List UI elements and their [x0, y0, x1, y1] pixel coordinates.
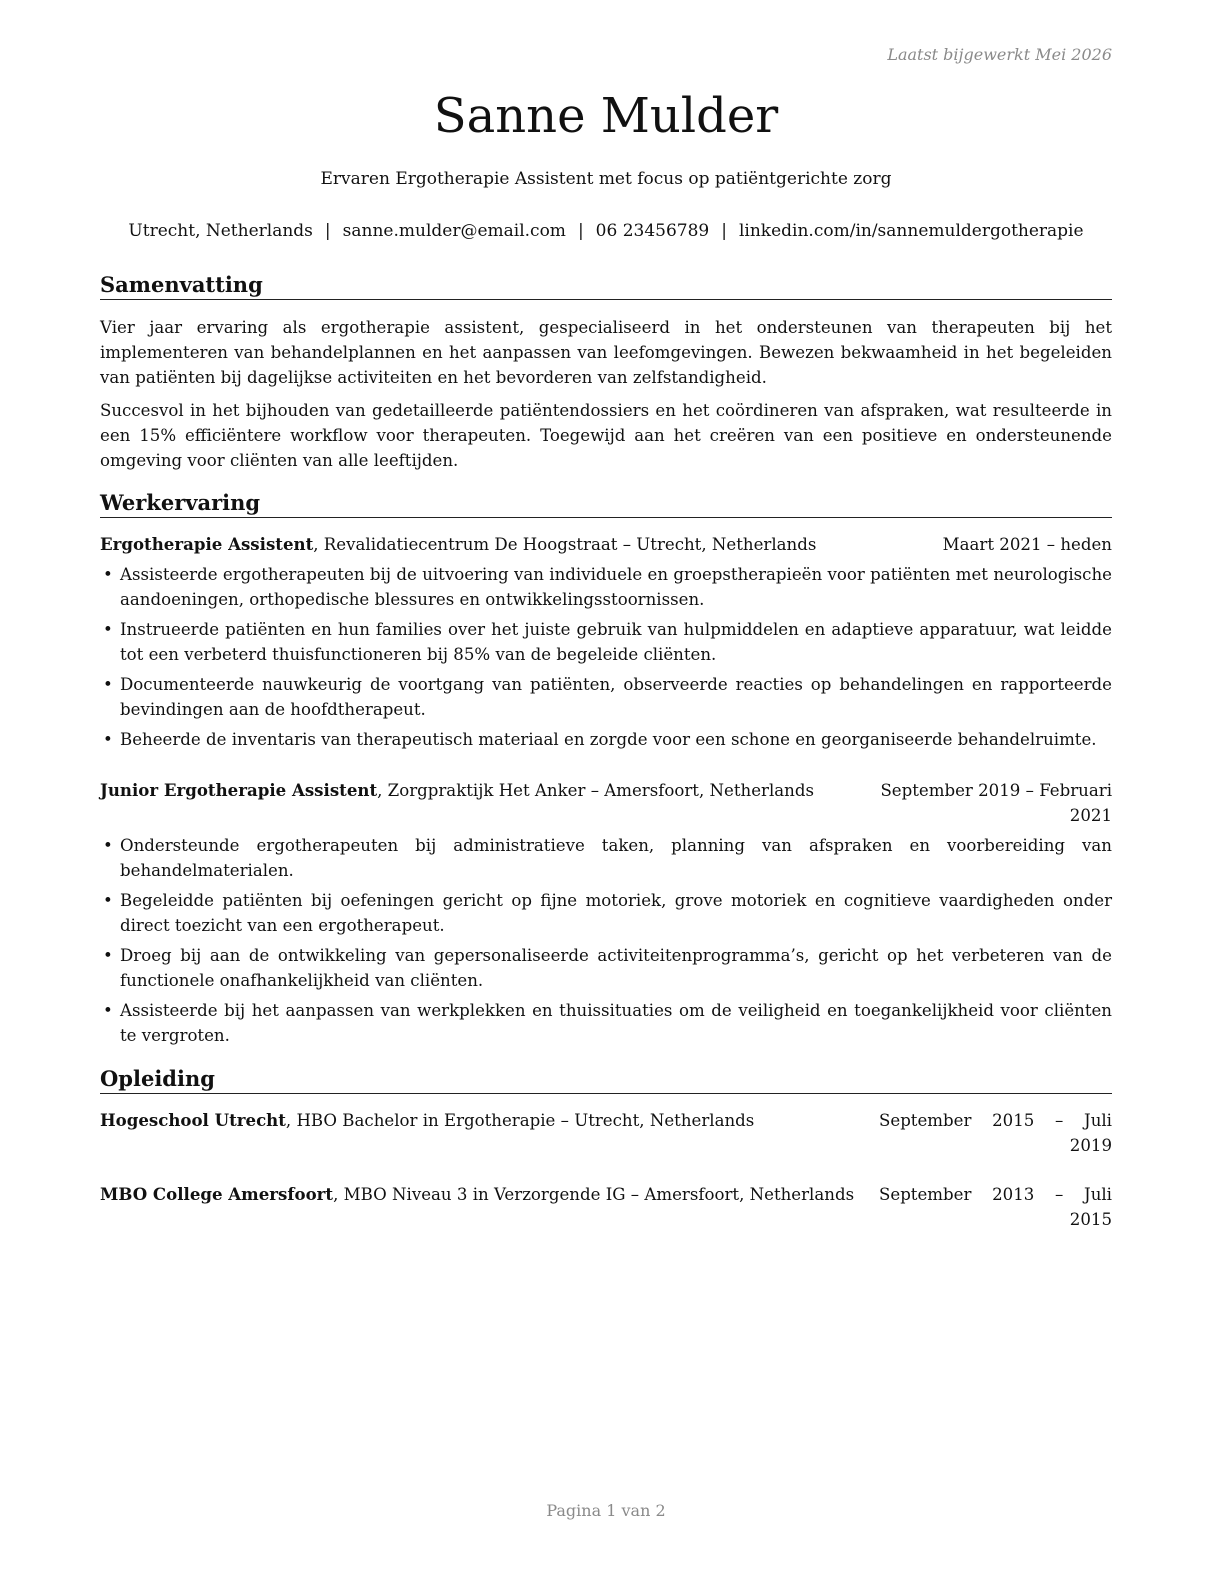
list-item: • Documenteerde nauwkeurig de voortgang van patiënten, observeerde reacties op behandelingen en rapporteerde bevindingen aan de hoofdtherapeut. [100, 672, 1112, 722]
job-entry [100, 532, 1112, 752]
job-organization: , Revalidatiecentrum De Hoogstraat – Utrecht, Netherlands [313, 535, 817, 554]
education-dates: September 2013 – Juli 2015 [879, 1185, 1112, 1229]
education-school: Hogeschool Utrecht [100, 1110, 286, 1130]
list-item: • Begeleidde patiënten bij oefeningen gericht op fijne motoriek, grove motoriek en cognitieve vaardigheden onder direct toezicht van een ergotherapeut. [100, 888, 1112, 938]
section-heading-experience: Werkervaring [100, 490, 1112, 518]
job-bullets [100, 833, 1112, 1048]
list-item: • Assisteerde bij het aanpassen van werkplekken en thuissituaties om de veiligheid en toegankelijkheid voor cliënten te vergroten. [100, 998, 1112, 1048]
job-organization: , Zorgpraktijk Het Anker – Amersfoort, Netherlands [377, 781, 814, 800]
job-bullets [100, 562, 1112, 752]
section-heading-education: Opleiding [100, 1066, 1112, 1094]
job-header [100, 532, 1112, 557]
education-section [100, 1066, 1112, 1232]
list-item: • Droeg bij aan de ontwikkeling van gepersonaliseerde activiteitenprogramma’s, gericht op het verbeteren van de functionele onafhankelijkheid van cliënten. [100, 943, 1112, 993]
summary-section [100, 272, 1112, 473]
experience-section [100, 490, 1112, 1048]
summary-paragraph: Succesvol in het bijhouden van gedetailleerde patiëntendossiers en het coördineren van afspraken, wat resulteerde in een 15% efficiëntere workflow voor therapeuten. Toegewijd aan het creëren van een positieve en ondersteunende omgeving voor cliënten van alle leeftijden. [100, 401, 1112, 470]
education-entry [100, 1182, 1112, 1232]
list-item: • Instrueerde patiënten en hun families over het juiste gebruik van hulpmiddelen en adaptieve apparatuur, wat leidde tot een verbeterd thuisfunctioneren bij 85% van de begeleide cliënten. [100, 617, 1112, 667]
headline: Ervaren Ergotherapie Assistent met focus op patiëntgerichte zorg [320, 169, 892, 189]
contact-line [100, 219, 1112, 243]
education-entry [100, 1108, 1112, 1158]
section-heading-summary: Samenvatting [100, 272, 1112, 300]
job-header [100, 778, 1112, 828]
education-degree: , HBO Bachelor in Ergotherapie – Utrecht, Netherlands [285, 1111, 755, 1130]
job-dates: September 2019 – Februari 2021 [880, 781, 1112, 825]
page-number: Pagina 1 van 2 [546, 1501, 666, 1520]
contact-separator: | [721, 221, 727, 241]
list-item: • Ondersteunde ergotherapeuten bij administratieve taken, planning van afspraken en voorbereiding van behandelmaterialen. [100, 833, 1112, 883]
education-school: MBO College Amersfoort [100, 1184, 334, 1204]
contact-phone: 06 23456789 [595, 221, 710, 241]
resume-page [100, 0, 1112, 1584]
list-item: • Beheerde de inventaris van therapeutisch materiaal en zorgde voor een schone en georganiseerde behandelruimte. [100, 727, 1112, 752]
education-dates: September 2015 – Juli 2019 [879, 1111, 1112, 1155]
education-degree: , MBO Niveau 3 in Verzorgende IG – Amersfoort, Netherlands [333, 1185, 855, 1204]
contact-location: Utrecht, Netherlands [128, 221, 313, 241]
contact-separator: | [577, 221, 584, 241]
contact-linkedin[interactable]: linkedin.com/in/sannemuldergotherapie [738, 221, 1084, 241]
last-updated: Laatst bijgewerkt Mei 2026 [887, 45, 1112, 64]
job-dates: Maart 2021 – heden [942, 535, 1112, 554]
candidate-name: Sanne Mulder [433, 88, 779, 144]
contact-email[interactable]: sanne.mulder@email.com [342, 221, 566, 241]
contact-separator: | [324, 221, 331, 241]
job-entry [100, 778, 1112, 1048]
list-item: • Assisteerde ergotherapeuten bij de uitvoering van individuele en groepstherapieën voor patiënten met neurologische aandoeningen, orthopedische blessures en ontwikkelingsstoornissen. [100, 562, 1112, 612]
job-role: Ergotherapie Assistent [100, 534, 314, 554]
job-role: Junior Ergotherapie Assistent [100, 780, 378, 800]
summary-paragraph: Vier jaar ervaring als ergotherapie assistent, gespecialiseerd in het ondersteunen van therapeuten bij het implementeren van behandelplannen en het aanpassen van leefomgevingen. Bewezen bekwaamheid in het begeleiden van patiënten bij dagelijkse activiteiten en het bevorderen van zelfstandigheid. [100, 318, 1112, 387]
